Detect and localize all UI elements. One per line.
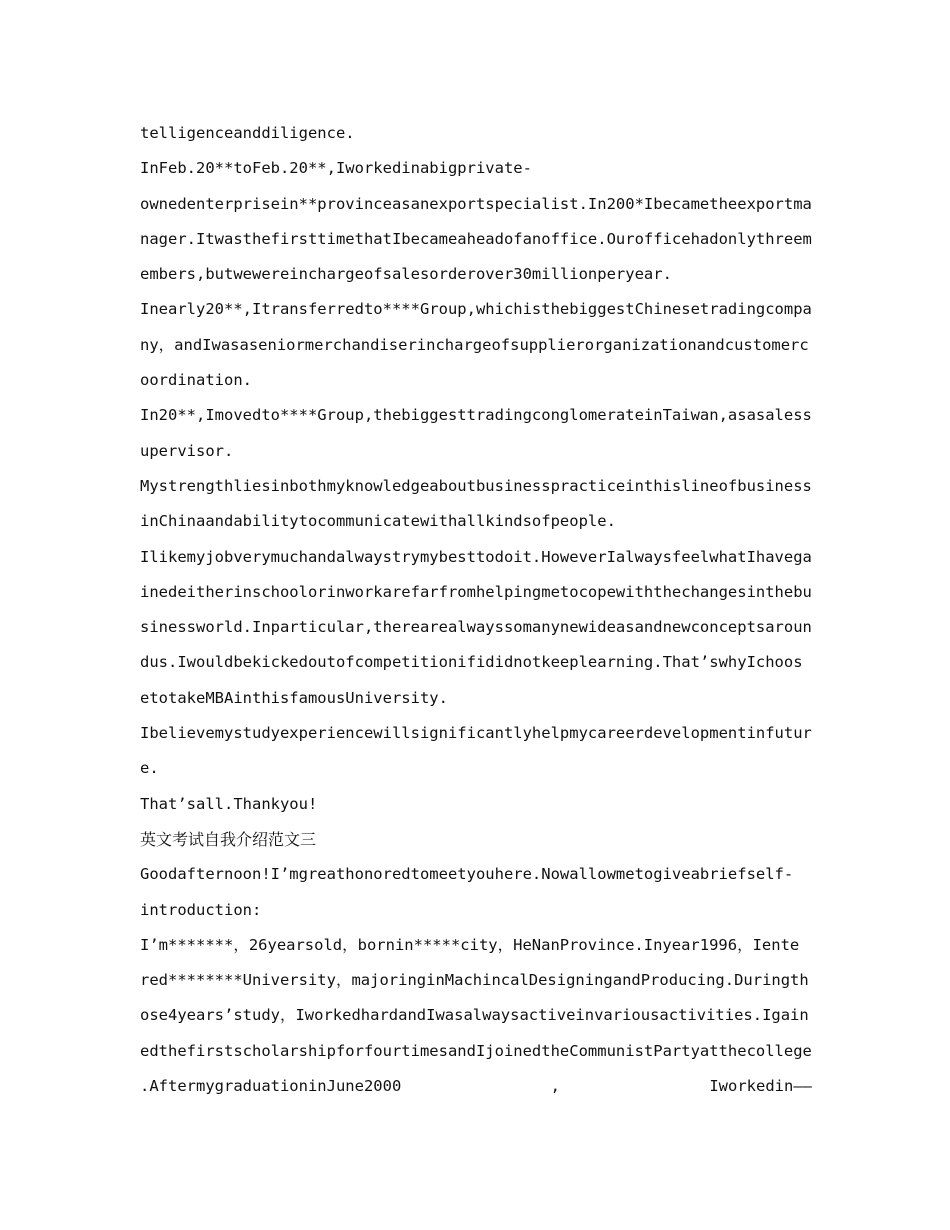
text-line: ose4years’study，IworkedhardandIwasalwaysactiveinvariousactivities.Igain (140, 1006, 809, 1025)
text-line: Ilikemyjobverymuchandalwaystrymybesttodoit.HoweverIalwaysfeelwhatIhavega (140, 547, 812, 566)
text-line: dus.Iwouldbekickedoutofcompetitionifididnotkeeplearning.That’swhyIchoos (140, 653, 803, 672)
text-line: Mystrengthliesinbothmyknowledgeaboutbusinesspracticeinthislineofbusiness (140, 476, 812, 495)
text-line: oordination. (140, 371, 252, 390)
text-line: upervisor. (140, 441, 234, 460)
text-line: sinessworld.Inparticular,therearealwayssomanynewideasandnewconceptsaroun (140, 618, 812, 637)
section-heading: 英文考试自我介绍范文三 (140, 829, 317, 849)
text-line: inChinaandabilitytocommunicatewithallkindsofpeople. (140, 512, 616, 531)
text-line-justified (140, 1069, 812, 1104)
document-body (140, 116, 812, 1104)
text-line: telligenceanddiligence. (140, 124, 355, 142)
text-line: introduction: (140, 900, 262, 919)
text-line: ny，andIwasaseniormerchandiserinchargeofsupplierorganizationandcustomerc (140, 335, 809, 354)
text-line: Inearly20**,Itransferredto****Group,whichisthebiggestChinesetradingcompa (140, 300, 812, 319)
text-line: InFeb.20**toFeb.20**,Iworkedinabigprivate- (140, 159, 532, 178)
text-line: ownedenterprisein**provinceasanexportspecialist.In200*Ibecametheexportma (140, 194, 812, 213)
text-line: red********University，majoringinMachincalDesigningandProducing.Duringth (140, 971, 809, 990)
text-line: e. (140, 759, 159, 778)
text-fragment: , (550, 1077, 560, 1096)
text-line: etotakeMBAinthisfamousUniversity. (140, 688, 448, 707)
text-line: In20**,Imovedto****Group,thebiggesttradingconglomerateinTaiwan,asasaless (140, 406, 812, 425)
text-line: I’m*******，26yearsold，bornin*****city，HeNanProvince.Inyear1996，Iente (140, 935, 800, 954)
text-line: That’sall.Thankyou! (140, 794, 318, 813)
text-line: inedeitherinschoolorinworkarefarfromhelpingmetocopewiththechangesinthebu (140, 582, 812, 601)
text-fragment: Iworkedin—— (709, 1077, 812, 1096)
text-line: Goodafternoon!I’mgreathonoredtomeetyouhere.Nowallowmetogiveabriefself- (140, 865, 794, 884)
text-line: edthefirstscholarshipforfourtimesandIjoinedtheCommunistPartyatthecollege (140, 1041, 812, 1060)
text-line: nager.ItwasthefirsttimethatIbecameaheadofanoffice.Ourofficehadonlythreem (140, 229, 812, 248)
text-fragment: .AftermygraduationinJune2000 (140, 1077, 402, 1096)
text-line: Ibelievemystudyexperiencewillsignificantlyhelpmycareerdevelopmentinfutur (140, 724, 812, 743)
text-line: embers,butwewereinchargeofsalesorderover30millionperyear. (140, 265, 672, 284)
